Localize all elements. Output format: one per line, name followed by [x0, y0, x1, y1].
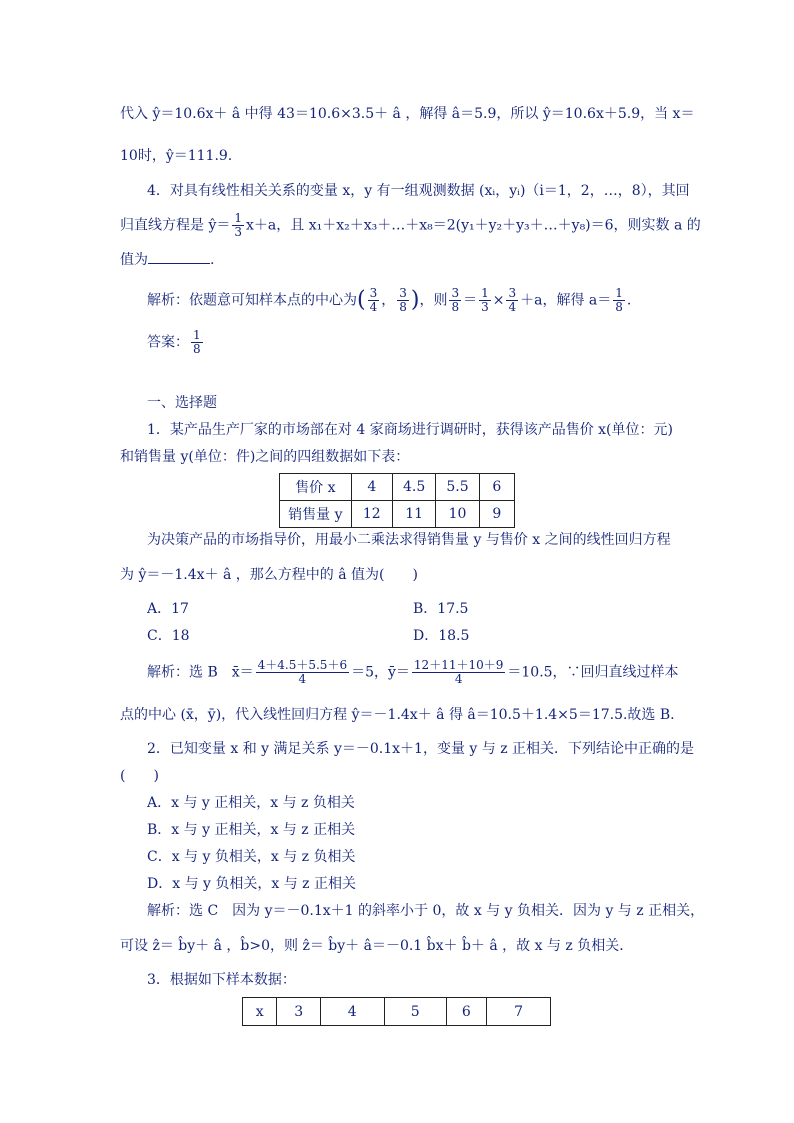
- q1-solution: [147, 659, 679, 686]
- table-cell: 售价 x: [280, 474, 352, 501]
- q1-option-b: B．17.5: [413, 601, 469, 617]
- q1-option-a: A．17: [147, 601, 189, 617]
- q4-solution-b: ，则: [419, 292, 448, 309]
- prev-line-1: 代入 ŷ＝10.6x＋ â 中得 43＝10.6×3.5＋ â ，解得 â＝5.9，所以 ŷ＝10.6x＋5.9，当 x＝: [120, 106, 695, 122]
- q3-data-table: [242, 997, 551, 1026]
- q2-solution-line-1: 解析：选 C 因为 y＝－0.1x＋1 的斜率小于 0，故 x 与 y 负相关．因为 y 与 z 正相关，: [147, 903, 705, 919]
- q1-solution-b: ＝5，ȳ＝: [351, 664, 410, 681]
- q2-option-a: A．x 与 y 正相关，x 与 z 负相关: [147, 795, 355, 811]
- table-cell: 4: [351, 474, 392, 501]
- q4-frac-1-3: $\frac{1}{3}$: [481, 286, 489, 314]
- table-cell: 6: [479, 474, 514, 501]
- q1-option-d: D．18.5: [413, 628, 470, 644]
- q4-frac-3-4b: $\frac{3}{4}$: [508, 286, 517, 314]
- table-row: [280, 474, 515, 501]
- q4-answer: [147, 329, 205, 356]
- q1-option-c: C．18: [147, 628, 190, 644]
- q2-line-2: ( ): [120, 768, 159, 784]
- table-cell: 4: [320, 998, 384, 1026]
- table-row: [280, 501, 515, 528]
- q2-option-d: D．x 与 y 负相关，x 与 z 正相关: [147, 876, 357, 892]
- table-cell: 5: [384, 998, 446, 1026]
- table-cell: 3: [277, 998, 320, 1026]
- table-row: [243, 998, 551, 1026]
- q4-solution-c: ＝: [463, 292, 478, 309]
- q4-line-2-b: x＋a，且 x₁＋x₂＋x₃＋…＋x₈＝2(y₁＋y₂＋y₃＋…＋y₈)＝6，则实数 a 的: [246, 217, 701, 234]
- q1-frac-y: $\frac{12+11+10+9}{4}$: [413, 658, 504, 686]
- q4-line-3-text: 值为: [120, 252, 148, 268]
- prev-line-2: 10时，ŷ＝111.9.: [120, 148, 233, 164]
- q4-line-3: 值为 .: [120, 249, 214, 270]
- q2-option-b: B．x 与 y 正相关，x 与 z 正相关: [147, 822, 356, 838]
- q3-line-1: 3．根据如下样本数据：: [147, 972, 296, 988]
- q4-frac-3-8b: $\frac{3}{8}$: [451, 286, 460, 314]
- table-cell: 9: [479, 501, 514, 528]
- table-cell: 11: [392, 501, 435, 528]
- table-cell: 销售量 y: [280, 501, 352, 528]
- table-cell: 12: [351, 501, 392, 528]
- q4-line-2-a: 归直线方程是 ŷ＝: [120, 217, 231, 234]
- q4-solution-e: ＋a，解得 a＝: [520, 292, 612, 309]
- q2-solution-line-2: 可设 ẑ＝ b̂y＋ â ，b̂>0，则 ẑ＝ b̂y＋ â＝－0.1 b̂x＋ b̂＋ â ，故 x 与 z 负相关．: [120, 938, 634, 954]
- q1-line-3: 为决策产品的市场指导价，用最小二乘法求得销售量 y 与售价 x 之间的线性回归方程: [147, 532, 671, 548]
- q4-line-2: [120, 212, 701, 239]
- q1-line-2: 和销售量 y(单位：件)之间的四组数据如下表：: [120, 449, 410, 465]
- q4-frac-1-8: $\frac{1}{8}$: [615, 286, 623, 314]
- q1-line-1: 1．某产品生产厂家的市场部在对 4 家商场进行调研时，获得该产品售价 x(单位：元): [147, 422, 673, 438]
- q4-frac-3-4: $\frac{3}{4}$: [369, 286, 378, 314]
- q2-option-c: C．x 与 y 负相关，x 与 z 负相关: [147, 849, 356, 865]
- q4-solution-d: ×: [492, 292, 505, 309]
- table-cell: 6: [446, 998, 486, 1026]
- q4-line-1: 4．对具有线性相关关系的变量 x，y 有一组观测数据 (xᵢ，yᵢ)（i＝1，2，…，8），其回: [147, 183, 690, 199]
- section-title: 一、选择题: [147, 395, 217, 411]
- q1-solution-line-2: 点的中心 (x̄，ȳ)，代入线性回归方程 ŷ＝－1.4x＋ â 得 â＝10.5＋1.4×5＝17.5.故选 B.: [120, 707, 675, 723]
- table-cell: 10: [436, 501, 479, 528]
- q4-answer-label: 答案：: [147, 334, 189, 351]
- q4-solution-a: 解析：依题意可知样本点的中心为: [147, 292, 357, 309]
- q1-solution-c: ＝10.5，∵回归直线过样本: [507, 664, 679, 681]
- q1-frac-x: $\frac{4+4.5+5.5+6}{4}$: [257, 658, 348, 686]
- q1-data-table: [279, 473, 515, 528]
- q2-line-1: 2．已知变量 x 和 y 满足关系 y＝－0.1x＋1，变量 y 与 z 正相关．下列结论中正确的是: [147, 741, 695, 757]
- q4-answer-value: $\frac{1}{8}$: [193, 328, 201, 356]
- q4-frac-3-8: $\frac{3}{8}$: [399, 286, 407, 314]
- answer-blank: [148, 249, 210, 264]
- table-cell: 7: [487, 998, 551, 1026]
- q4-solution: 解析：依题意可知样本点的中心为( $\frac{3}{4}$ ， $\frac{3}{8}$ )，则 $\frac{3}{8}$ ＝ $\frac{1}{3}$ × $\frac{3}{4}$ ＋a，解得 a＝ $\frac{1}{8}$ .: [147, 286, 632, 314]
- table-cell: 4.5: [392, 474, 435, 501]
- table-cell: x: [243, 998, 277, 1026]
- q1-solution-a: 解析：选 B x̄＝: [147, 664, 254, 681]
- q1-line-4: 为 ŷ＝－1.4x＋ â ，那么方程中的 â 值为( ): [120, 567, 418, 583]
- q4-fraction-1-3: $\frac{1}{3}$: [234, 211, 242, 239]
- table-cell: 5.5: [436, 474, 479, 501]
